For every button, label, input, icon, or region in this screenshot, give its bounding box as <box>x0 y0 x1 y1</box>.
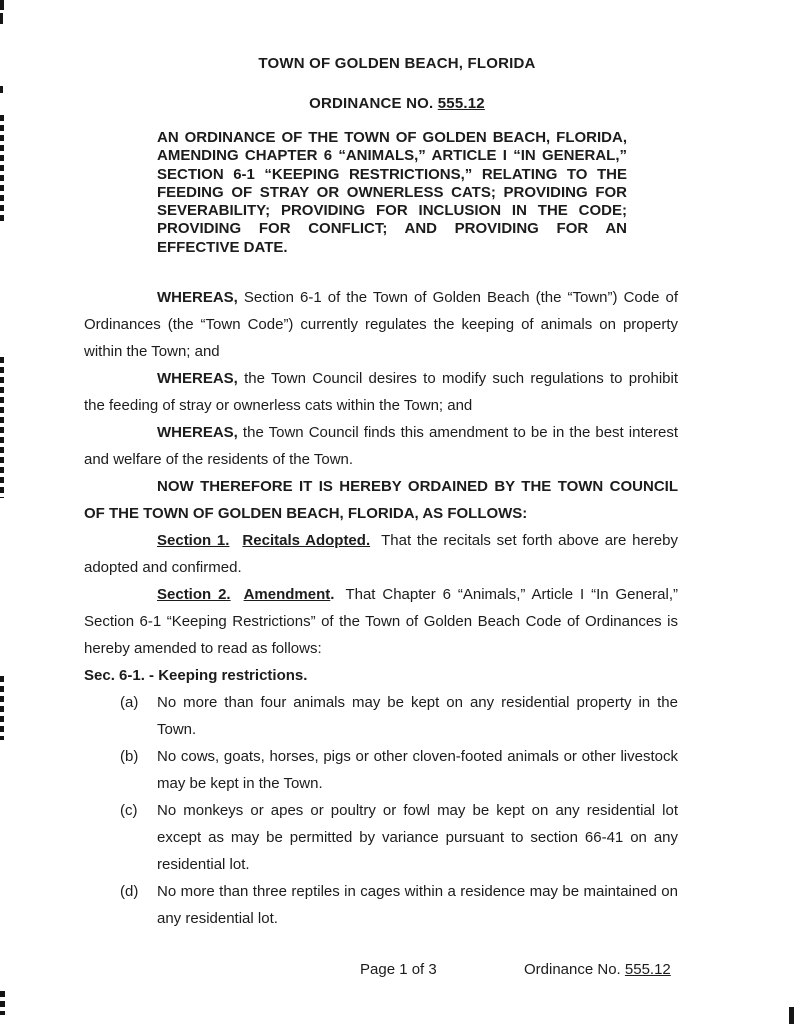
list-item-b <box>84 743 678 797</box>
section-number: Section 2. <box>157 586 231 603</box>
section-title: Recitals Adopted. <box>242 532 371 549</box>
list-item-d <box>84 878 678 932</box>
page-indicator: Page 1 of 3 <box>360 961 437 978</box>
list-item-c <box>84 797 678 878</box>
whereas-text: the Town Council finds this amendment to be in the best interest and welfare of the residents of the Town. <box>84 424 678 468</box>
list-item-label: (b) <box>120 748 139 765</box>
scan-artifact <box>0 13 3 24</box>
scan-artifact <box>0 115 4 221</box>
section-1 <box>84 527 678 581</box>
ordinance-caption: AN ORDINANCE OF THE TOWN OF GOLDEN BEACH, FLORIDA, AMENDING CHAPTER 6 “ANIMALS,” ARTICLE I “IN GENERAL,” SECTION 6-1 “KEEPING RESTRICTIONS,” RELATING TO THE FEEDING OF STRAY OR OWNERLESS CATS; PROVIDING FOR SEVERABILITY; PROVIDING FOR INCLUSION IN THE CODE; PROVIDING FOR CONFLICT; AND PROVIDING FOR AN EFFECTIVE DATE. <box>157 129 627 256</box>
list-item-text: No more than three reptiles in cages within a residence may be maintained on any residential lot. <box>157 883 678 927</box>
section-text: That Chapter 6 “Animals,” Article I “In General,” Section 6-1 “Keeping Restrictions” of the Town of Golden Beach Code of Ordinances is hereby amended to read as follows: <box>84 586 678 657</box>
scan-artifact <box>789 1007 794 1024</box>
whereas-text: Section 6-1 of the Town of Golden Beach (the “Town”) Code of Ordinances (the “Town Code”) currently regulates the keeping of animals on property within the Town; and <box>84 289 678 360</box>
list-item-label: (c) <box>120 802 138 819</box>
footer-ordinance-value: 555.12 <box>624 961 671 978</box>
footer-ordinance-label: Ordinance No. <box>524 961 625 978</box>
ordinance-number-label: ORDINANCE NO. <box>309 95 438 112</box>
document-title: TOWN OF GOLDEN BEACH, FLORIDA <box>258 55 536 72</box>
scan-artifact <box>0 0 4 10</box>
whereas-clause-2 <box>84 365 678 419</box>
scan-artifact <box>0 676 4 740</box>
whereas-lead: WHEREAS, <box>157 289 238 306</box>
ordained-text: NOW THEREFORE IT IS HEREBY ORDAINED BY THE TOWN COUNCIL OF THE TOWN OF GOLDEN BEACH, FLORIDA, AS FOLLOWS: <box>84 478 678 522</box>
scan-artifact <box>0 357 4 498</box>
whereas-lead: WHEREAS, <box>157 424 238 441</box>
scan-artifact <box>0 991 5 1015</box>
list-item-text: No cows, goats, horses, pigs or other cloven-footed animals or other livestock may be kept in the Town. <box>157 748 678 792</box>
whereas-text: the Town Council desires to modify such regulations to prohibit the feeding of stray or ownerless cats within the Town; and <box>84 370 678 414</box>
footer-ordinance-number <box>524 961 671 978</box>
ordinance-number-value: 555.12 <box>437 95 485 112</box>
scan-artifact <box>0 86 3 93</box>
list-item-label: (d) <box>120 883 139 900</box>
section-2 <box>84 581 678 662</box>
list-item-label: (a) <box>120 694 139 711</box>
whereas-clause-3 <box>84 419 678 473</box>
sec-6-1-heading: Sec. 6-1. - Keeping restrictions. <box>84 667 308 684</box>
section-text: That the recitals set forth above are hereby adopted and confirmed. <box>84 532 678 576</box>
ordained-clause <box>84 473 678 527</box>
list-item-text: No monkeys or apes or poultry or fowl may be kept on any residential lot except as may be permitted by variance pursuant to section 66-41 on any residential lot. <box>157 802 678 873</box>
ordinance-body <box>84 284 678 932</box>
section-title: Amendment <box>243 586 331 603</box>
section-number: Section 1. <box>157 532 230 549</box>
section-title-suffix: . <box>330 586 335 603</box>
whereas-clause-1 <box>84 284 678 365</box>
ordinance-number-heading <box>0 95 794 112</box>
list-item-text: No more than four animals may be kept on any residential property in the Town. <box>157 694 678 738</box>
whereas-lead: WHEREAS, <box>157 370 238 387</box>
list-item-a <box>84 689 678 743</box>
